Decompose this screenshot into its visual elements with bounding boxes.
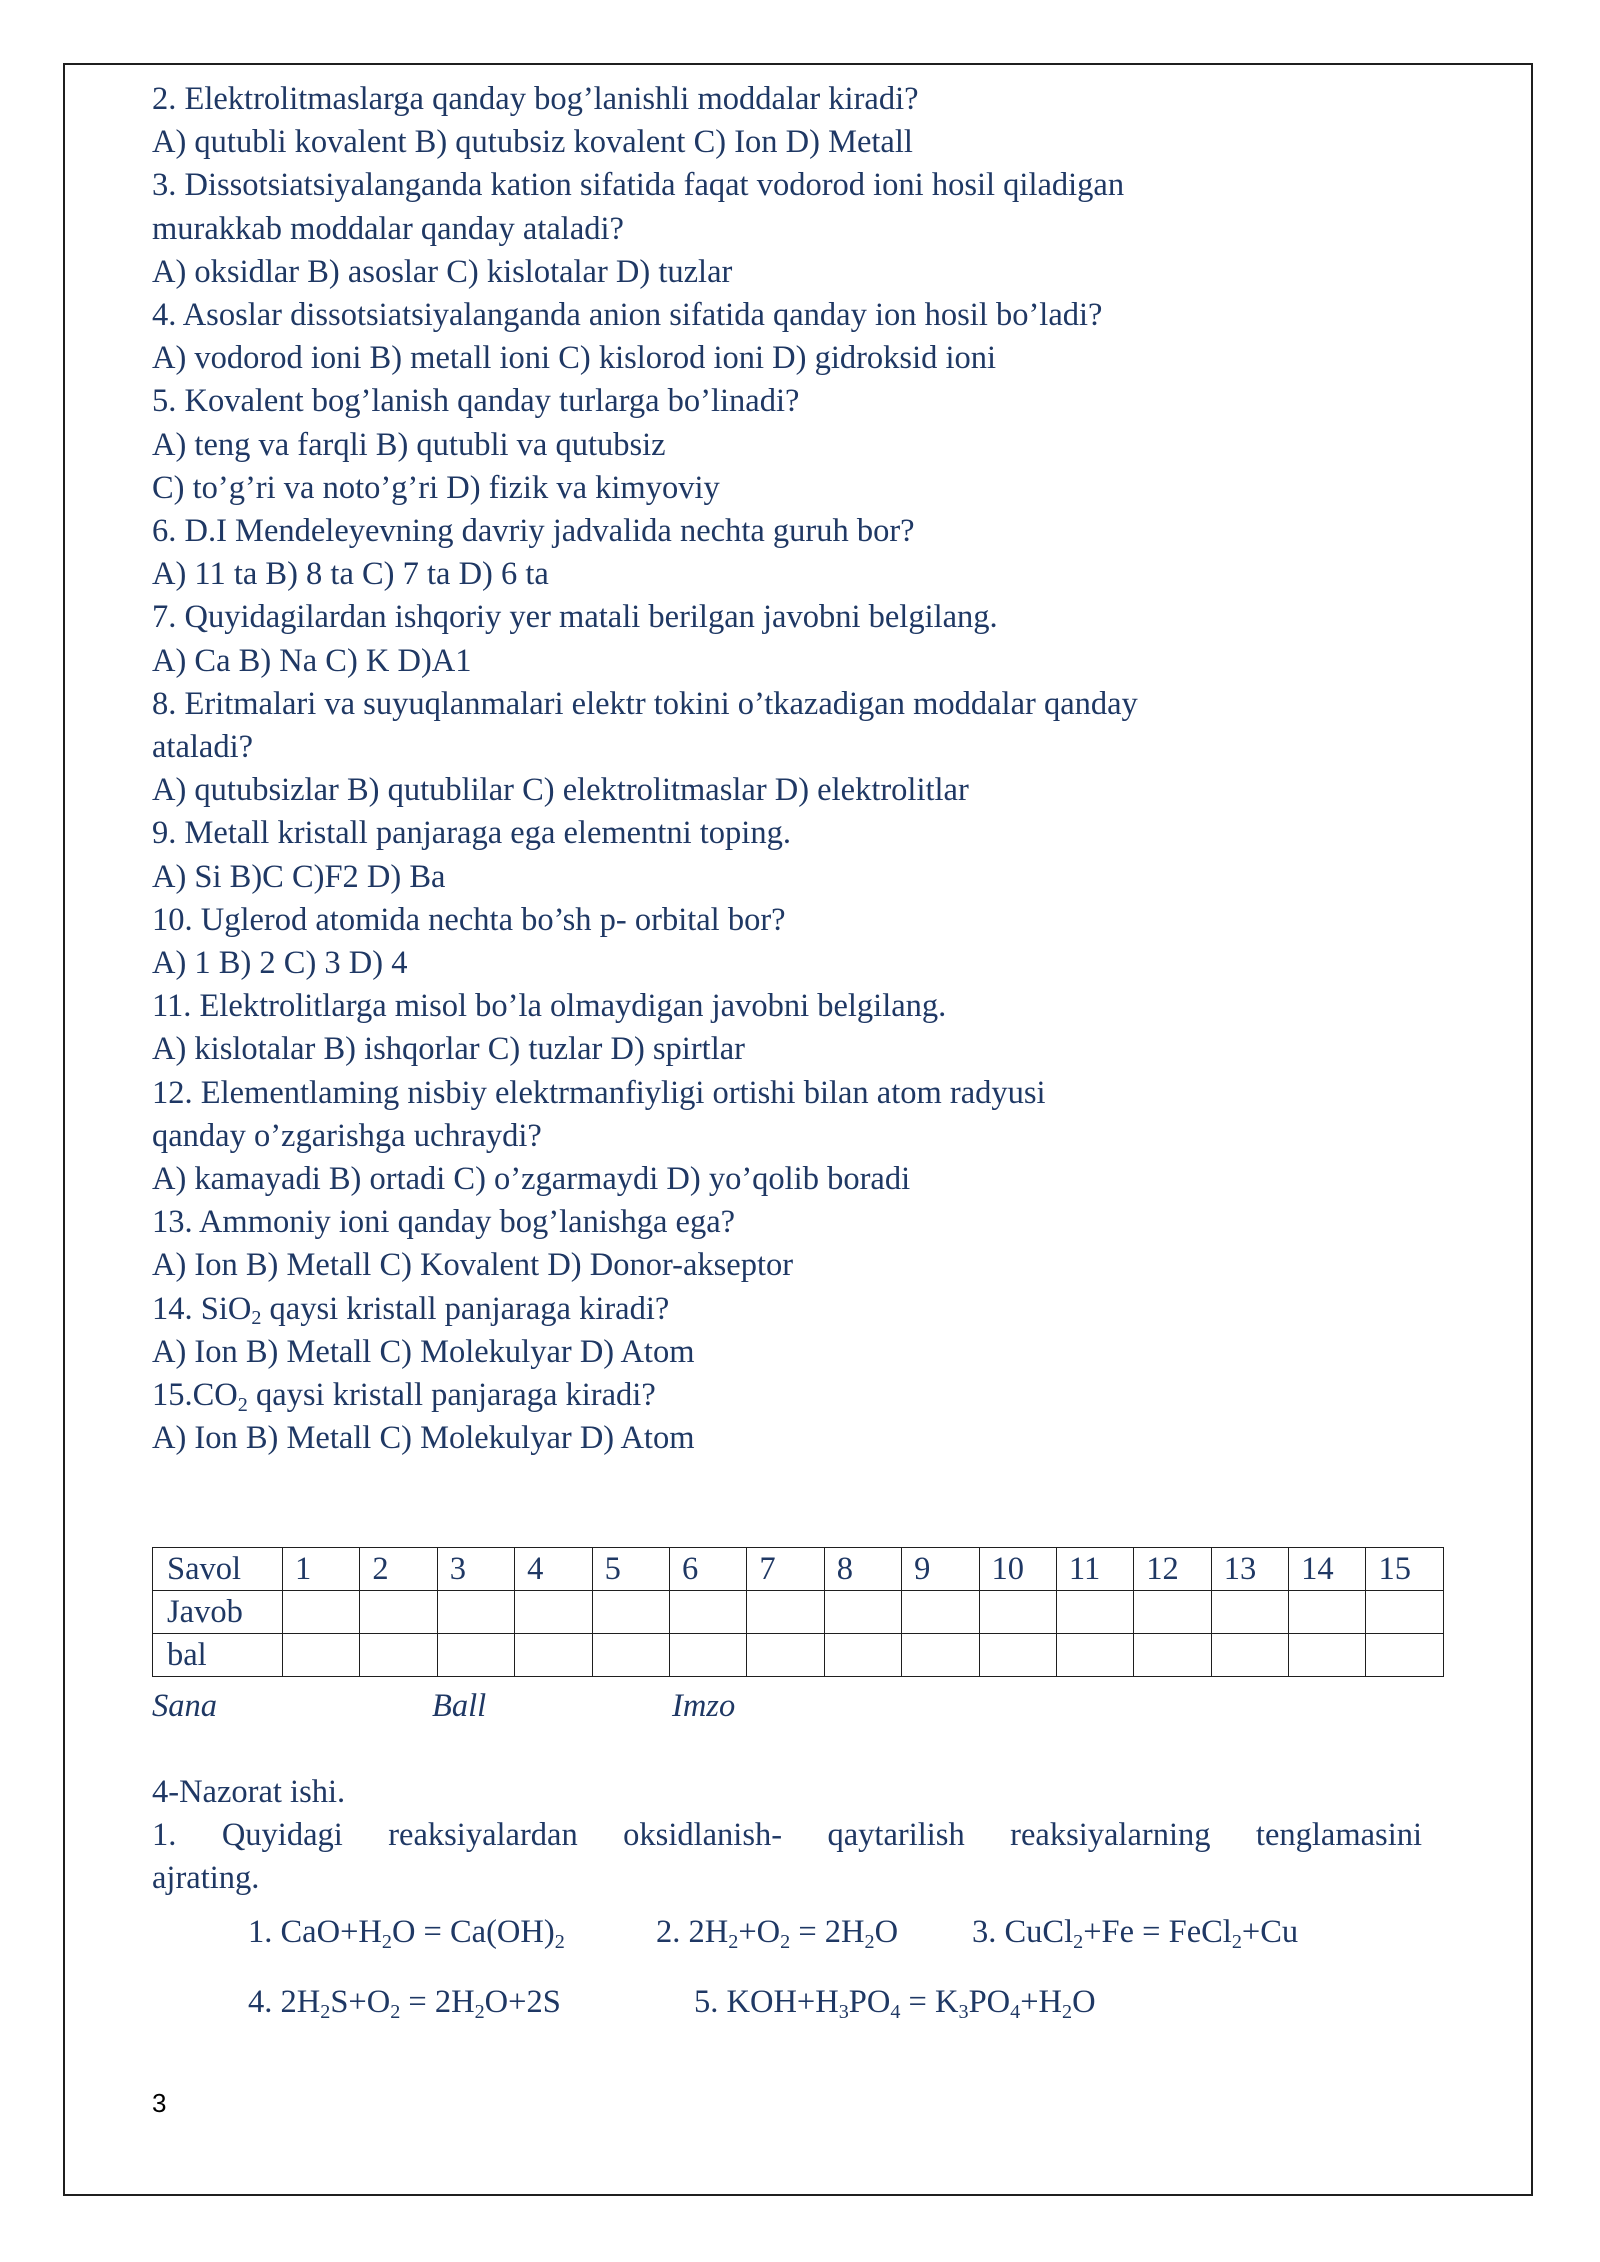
score-cell[interactable] bbox=[902, 1634, 979, 1677]
answers-14: A) Ion B) Metall C) Molekulyar D) Atom bbox=[152, 1333, 695, 1370]
answer-cell[interactable] bbox=[902, 1591, 979, 1634]
answer-cell[interactable] bbox=[437, 1591, 514, 1634]
equations-row-2 bbox=[248, 1980, 1348, 2024]
question-4: 4. Asoslar dissotsiatsiyalanganda anion sifatida qanday ion hosil bo’ladi? bbox=[152, 297, 1103, 334]
question-number-cell: 11 bbox=[1056, 1548, 1133, 1591]
question-3-line-1: 3. Dissotsiatsiyalanganda kation sifatida faqat vodorod ioni hosil qiladigan bbox=[152, 167, 1125, 204]
answer-cell[interactable] bbox=[1134, 1591, 1211, 1634]
answers-12: A) kamayadi B) ortadi C) o’zgarmaydi D) yo’qolib boradi bbox=[152, 1161, 911, 1198]
answers-4: A) vodorod ioni B) metall ioni C) kislorod ioni D) gidroksid ioni bbox=[152, 340, 997, 377]
eq-text: = 2H bbox=[790, 1914, 865, 1950]
eq-text: O+2S bbox=[484, 1984, 561, 2020]
score-cell[interactable] bbox=[669, 1634, 746, 1677]
subscript: 2 bbox=[237, 1393, 248, 1416]
score-cell[interactable] bbox=[592, 1634, 669, 1677]
question-14 bbox=[152, 1288, 1422, 1331]
subscript: 2 bbox=[864, 1930, 875, 1953]
subscript: 2 bbox=[381, 1930, 392, 1953]
score-cell[interactable] bbox=[1211, 1634, 1288, 1677]
answers-5-line-2: C) to’g’ri va noto’g’ri D) fizik va kimyoviy bbox=[152, 469, 720, 506]
eq-text: PO bbox=[848, 1984, 891, 2020]
eq-text: S+O bbox=[330, 1984, 391, 2020]
subscript: 3 bbox=[958, 2000, 969, 2023]
question-8-line-2: ataladi? bbox=[152, 729, 254, 766]
row-label-javob: Javob bbox=[153, 1591, 283, 1634]
question-number-cell: 4 bbox=[515, 1548, 592, 1591]
question-15-text: 15.CO bbox=[152, 1377, 238, 1414]
question-number-cell: 1 bbox=[283, 1548, 360, 1591]
score-cell[interactable] bbox=[1134, 1634, 1211, 1677]
eq-text: +Cu bbox=[1241, 1914, 1299, 1950]
eq-text: 3. CuCl bbox=[972, 1914, 1074, 1950]
eq-text: O bbox=[1072, 1984, 1096, 2020]
equation-1 bbox=[248, 1910, 565, 1954]
table-row-bal bbox=[153, 1634, 1444, 1677]
answer-cell[interactable] bbox=[1211, 1591, 1288, 1634]
score-cell[interactable] bbox=[979, 1634, 1056, 1677]
table-row-savol bbox=[153, 1548, 1444, 1591]
question-number-cell: 7 bbox=[747, 1548, 824, 1591]
answer-cell[interactable] bbox=[1056, 1591, 1133, 1634]
question-number-cell: 13 bbox=[1211, 1548, 1288, 1591]
questions-block bbox=[152, 78, 1422, 1461]
eq-text: 4. 2H bbox=[248, 1984, 321, 2020]
sana-label: Sana bbox=[152, 1688, 217, 1724]
answer-cell[interactable] bbox=[747, 1591, 824, 1634]
subscript: 2 bbox=[728, 1930, 739, 1953]
score-cell[interactable] bbox=[437, 1634, 514, 1677]
eq-text: O = Ca(OH) bbox=[391, 1914, 555, 1950]
subscript: 3 bbox=[838, 2000, 849, 2023]
answer-cell[interactable] bbox=[592, 1591, 669, 1634]
question-number-cell: 5 bbox=[592, 1548, 669, 1591]
score-cell[interactable] bbox=[360, 1634, 437, 1677]
eq-text: 5. KOH+H bbox=[694, 1984, 839, 2020]
subscript: 2 bbox=[320, 2000, 331, 2023]
row-label-bal: bal bbox=[153, 1634, 283, 1677]
answers-9: A) Si B)C C)F2 D) Ba bbox=[152, 858, 446, 895]
score-cell[interactable] bbox=[747, 1634, 824, 1677]
subscript: 2 bbox=[554, 1930, 565, 1953]
score-cell[interactable] bbox=[283, 1634, 360, 1677]
equation-5 bbox=[694, 1980, 1096, 2024]
question-11: 11. Elektrolitlarga misol bo’la olmaydigan javobni belgilang. bbox=[152, 988, 947, 1025]
eq-text: 1. CaO+H bbox=[248, 1914, 382, 1950]
score-cell[interactable] bbox=[515, 1634, 592, 1677]
eq-text: = 2H bbox=[400, 1984, 475, 2020]
subscript: 4 bbox=[1010, 2000, 1021, 2023]
question-number-cell: 10 bbox=[979, 1548, 1056, 1591]
answers-15: A) Ion B) Metall C) Molekulyar D) Atom bbox=[152, 1420, 695, 1457]
answer-cell[interactable] bbox=[979, 1591, 1056, 1634]
task-1-line-2: ajrating. bbox=[152, 1860, 260, 1897]
ball-label: Ball bbox=[432, 1688, 487, 1724]
answers-10: A) 1 B) 2 C) 3 D) 4 bbox=[152, 945, 408, 982]
section-control-work-4 bbox=[152, 1771, 1422, 1901]
eq-text: PO bbox=[968, 1984, 1011, 2020]
answer-table bbox=[152, 1547, 1444, 1677]
score-cell[interactable] bbox=[1056, 1634, 1133, 1677]
eq-text: = K bbox=[900, 1984, 959, 2020]
answers-5-line-1: A) teng va farqli B) qutubli va qutubsiz bbox=[152, 426, 666, 463]
question-12-line-1: 12. Elementlaming nisbiy elektrmanfiyligi ortishi bilan atom radyusi bbox=[152, 1074, 1046, 1111]
question-number-cell: 3 bbox=[437, 1548, 514, 1591]
question-12-line-2: qanday o’zgarishga uchraydi? bbox=[152, 1117, 542, 1154]
question-2: 2. Elektrolitmaslarga qanday bog’lanishli moddalar kiradi? bbox=[152, 81, 919, 117]
question-15 bbox=[152, 1374, 1422, 1417]
answers-7: A) Ca B) Na C) K D)A1 bbox=[152, 642, 472, 679]
question-7: 7. Quyidagilardan ishqoriy yer matali berilgan javobni belgilang. bbox=[152, 599, 998, 636]
subscript: 2 bbox=[1073, 1930, 1084, 1953]
subscript: 2 bbox=[780, 1930, 791, 1953]
question-15-text: qaysi kristall panjaraga kiradi? bbox=[247, 1377, 656, 1414]
question-number-cell: 9 bbox=[902, 1548, 979, 1591]
row-label-savol: Savol bbox=[153, 1548, 283, 1591]
page-number: 3 bbox=[152, 2088, 167, 2118]
equation-3 bbox=[972, 1910, 1298, 1954]
score-cell[interactable] bbox=[1289, 1634, 1366, 1677]
subscript: 2 bbox=[1231, 1930, 1242, 1953]
question-number-cell: 2 bbox=[360, 1548, 437, 1591]
question-number-cell: 6 bbox=[669, 1548, 746, 1591]
answer-cell[interactable] bbox=[515, 1591, 592, 1634]
question-5: 5. Kovalent bog’lanish qanday turlarga bo’linadi? bbox=[152, 383, 800, 420]
answer-cell[interactable] bbox=[1289, 1591, 1366, 1634]
question-3-line-2: murakkab moddalar qanday ataladi? bbox=[152, 210, 624, 247]
eq-text: +O bbox=[738, 1914, 781, 1950]
table-row-javob bbox=[153, 1591, 1444, 1634]
answer-cell[interactable] bbox=[669, 1591, 746, 1634]
question-number-cell: 14 bbox=[1289, 1548, 1366, 1591]
question-10: 10. Uglerod atomida nechta bo’sh p- orbital bor? bbox=[152, 901, 786, 938]
answer-cell[interactable] bbox=[1366, 1591, 1443, 1634]
score-cell[interactable] bbox=[1366, 1634, 1443, 1677]
answers-8: A) qutubsizlar B) qutublilar C) elektrolitmaslar D) elektrolitlar bbox=[152, 772, 969, 809]
question-number-cell: 8 bbox=[824, 1548, 901, 1591]
question-14-text: 14. SiO bbox=[152, 1290, 252, 1327]
question-number-cell: 15 bbox=[1366, 1548, 1443, 1591]
answers-2: A) qutubli kovalent B) qutubsiz kovalent C) Ion D) Metall bbox=[152, 124, 913, 161]
eq-text: +H bbox=[1020, 1984, 1062, 2020]
answers-13: A) Ion B) Metall C) Kovalent D) Donor-akseptor bbox=[152, 1247, 794, 1284]
equation-2 bbox=[656, 1910, 898, 1954]
eq-text: O bbox=[874, 1914, 899, 1950]
answer-cell[interactable] bbox=[824, 1591, 901, 1634]
question-14-text: qaysi kristall panjaraga kiradi? bbox=[261, 1290, 670, 1327]
equation-4 bbox=[248, 1980, 561, 2024]
answers-6: A) 11 ta B) 8 ta C) 7 ta D) 6 ta bbox=[152, 556, 549, 593]
signature-row bbox=[152, 1684, 1052, 1728]
score-cell[interactable] bbox=[824, 1634, 901, 1677]
question-number-cell: 12 bbox=[1134, 1548, 1211, 1591]
subscript: 2 bbox=[474, 2000, 485, 2023]
answer-cell[interactable] bbox=[360, 1591, 437, 1634]
question-9: 9. Metall kristall panjaraga ega elementni toping. bbox=[152, 815, 791, 852]
question-6: 6. D.I Mendeleyevning davriy jadvalida nechta guruh bor? bbox=[152, 513, 915, 550]
subscript: 2 bbox=[1062, 2000, 1073, 2023]
subscript: 2 bbox=[390, 2000, 401, 2023]
answers-11: A) kislotalar B) ishqorlar C) tuzlar D) spirtlar bbox=[152, 1031, 745, 1068]
equations-row-1 bbox=[248, 1910, 1348, 1954]
subscript: 4 bbox=[890, 2000, 901, 2023]
task-1-line-1: 1. Quyidagi reaksiyalardan oksidlanish- qaytarilish reaksiyalarning tenglamasini bbox=[152, 1817, 1422, 1854]
imzo-label: Imzo bbox=[672, 1688, 736, 1724]
answer-cell[interactable] bbox=[283, 1591, 360, 1634]
eq-text: +Fe = FeCl bbox=[1083, 1914, 1232, 1950]
question-8-line-1: 8. Eritmalari va suyuqlanmalari elektr tokini o’tkazadigan moddalar qanday bbox=[152, 685, 1138, 722]
eq-text: 2. 2H bbox=[656, 1914, 729, 1950]
question-13: 13. Ammoniy ioni qanday bog’lanishga ega? bbox=[152, 1204, 736, 1241]
section-title: 4-Nazorat ishi. bbox=[152, 1774, 346, 1810]
subscript: 2 bbox=[251, 1307, 262, 1330]
answers-3: A) oksidlar B) asoslar C) kislotalar D) tuzlar bbox=[152, 253, 733, 290]
